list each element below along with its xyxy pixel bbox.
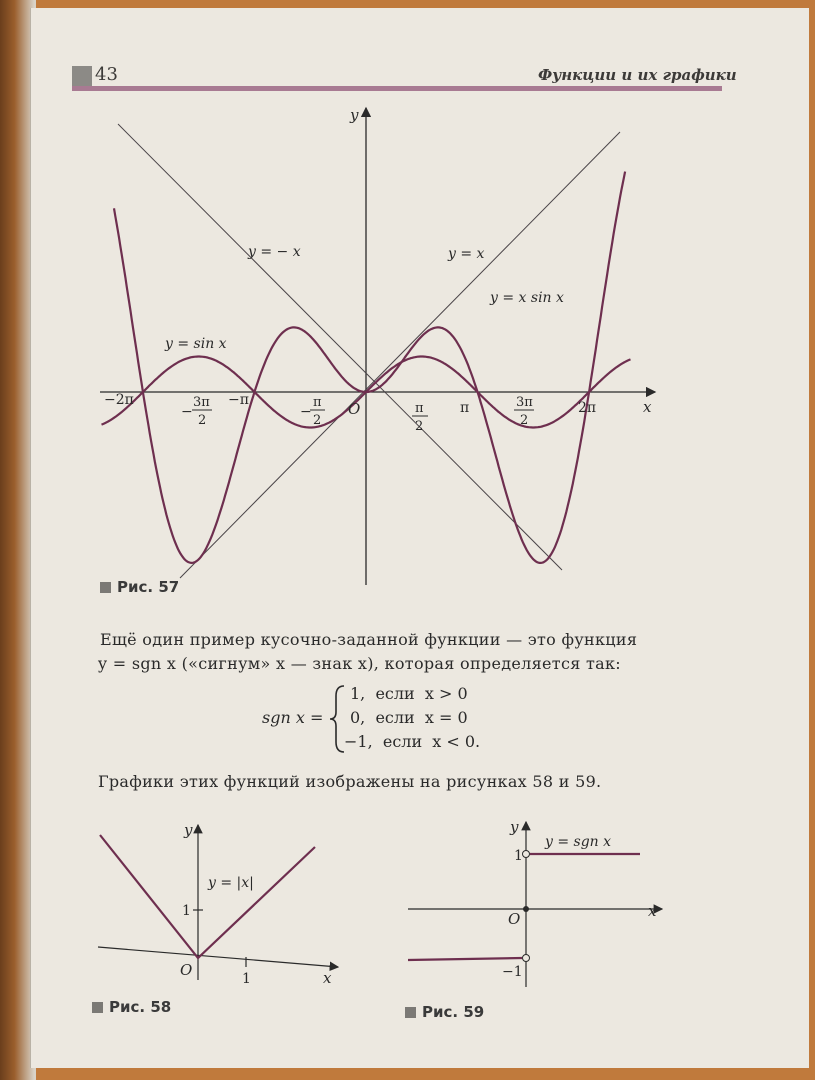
fig58-x-axis (98, 947, 338, 967)
sgn-case-zero: 0, если x = 0 (350, 708, 468, 727)
fig59-tick-1-label: 1 (514, 848, 523, 864)
sgn-open-point-neg1 (523, 955, 530, 962)
para1-line2: y = sgn x («сигнум» x — знак x), которая определяется так: (98, 654, 621, 673)
caption-marker (100, 582, 111, 593)
caption-marker (92, 1002, 103, 1013)
label-y-sinx: y = sin x (165, 336, 227, 352)
para1-line1: Ещё один пример кусочно-заданной функции — это функция (100, 630, 638, 649)
sgn-negative-ray (408, 958, 522, 960)
fig57-y-axis-label: y (350, 106, 359, 124)
tick-pi: π (460, 400, 470, 416)
page-number: 43 (95, 64, 118, 85)
tick-neg-pi: −π (228, 392, 249, 408)
fig58-y-axis-label: y (184, 821, 193, 839)
fig58-func-label: y = |x| (208, 875, 254, 891)
figure-59 (400, 812, 680, 992)
para2: Графики этих функций изображены на рисунках 58 и 59. (98, 772, 602, 791)
tick-neg-3pi2-sign: − (181, 404, 193, 420)
tick-neg-3pi2-num: 3π (193, 395, 210, 410)
tick-pi2-num: π (415, 401, 424, 416)
label-y-neg-x: y = − x (248, 244, 301, 260)
curve-x-sin-x (114, 172, 625, 563)
label-y-xsinx: y = x sin x (490, 290, 564, 306)
tick-neg-pi2-sign: − (300, 404, 312, 420)
tick-neg-pi2-den: 2 (313, 413, 322, 428)
tick-neg-2pi: −2π (104, 392, 134, 408)
fig59-caption: Рис. 59 (405, 1003, 484, 1021)
section-title: Функции и их графики (538, 66, 737, 84)
fig59-tick-neg1-label: −1 (502, 964, 523, 980)
fig58-tick-y1-label: 1 (182, 903, 191, 919)
sgn-case-positive: 1, если x > 0 (350, 684, 468, 703)
fig58-x-axis-label: x (323, 969, 332, 987)
sgn-open-point-1 (523, 851, 530, 858)
tick-neg-pi2-num: π (313, 395, 322, 410)
tick-pi2-den: 2 (415, 419, 424, 434)
figure-58 (90, 815, 350, 995)
fig59-y-axis-label: y (510, 818, 519, 836)
fig57-origin-label: O (348, 400, 361, 418)
fig59-x-axis-label: x (648, 902, 657, 920)
fig58-tick-x1-label: 1 (242, 971, 251, 987)
fig59-func-label: y = sgn x (545, 834, 612, 850)
label-y-x: y = x (448, 246, 485, 262)
tick-3pi2-den: 2 (520, 413, 529, 428)
caption-marker (405, 1007, 416, 1018)
fig57-caption: Рис. 57 (100, 578, 179, 596)
fig57-x-axis-label: x (643, 398, 652, 416)
tick-2pi: 2π (578, 400, 597, 416)
curve-abs-x (100, 835, 315, 958)
sgn-origin-point (523, 906, 529, 912)
line-y-x (180, 132, 620, 578)
fig58-origin-label: O (180, 961, 193, 979)
fig59-origin-label: O (508, 910, 521, 928)
fig58-caption: Рис. 58 (92, 998, 171, 1016)
tick-neg-3pi2-den: 2 (198, 413, 207, 428)
sgn-formula-lhs: sgn x = (262, 708, 324, 727)
tick-3pi2-num: 3π (516, 395, 533, 410)
sgn-case-negative: −1, если x < 0. (344, 732, 481, 751)
